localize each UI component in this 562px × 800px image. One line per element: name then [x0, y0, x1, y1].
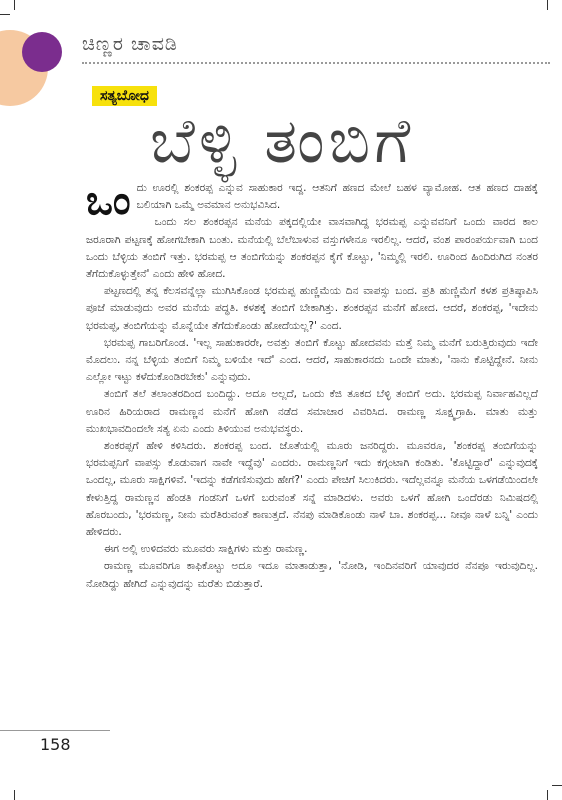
- story-title: ಬೆಳ್ಳಿ ತಂಬಿಗೆ: [150, 104, 415, 177]
- paragraph-text: ದು ಊರಲ್ಲಿ ಶಂಕರಪ್ಪ ಎನ್ನುವ ಸಾಹುಕಾರ ಇದ್ದ. ಆತನಿಗೆ ಹಣದ ಮೇಲೆ ಬಹಳ ವ್ಯಾಮೋಹ. ಆತ ಹಣದ ದಾಹಕ್ಕೆ ಬಲಿಯಾಗಿ ಒಮ್ಮೆ ಅವಮಾನ ಅನುಭವಿಸಿದ.: [136, 182, 538, 212]
- crop-mark: [547, 0, 548, 10]
- purple-circle: [22, 32, 62, 72]
- paragraph: ಭರಮಪ್ಪ ಗಾಬರಿಗೊಂಡ. 'ಇಲ್ಲ ಸಾಹುಕಾರರೇ, ಅವತ್ತು ತಂಬಿಗೆ ಕೊಟ್ಟು ಹೋದವನು ಮತ್ತೆ ನಿಮ್ಮ ಮನೆಗೆ ಬರುತ್ತಿರುವುದು ಇದೇ ಮೊದಲು. ನನ್ನ ಬೆಳ್ಳಿಯ ತಂಬಿಗೆ ನಿಮ್ಮ ಬಳಿಯೇ ಇದೆ' ಎಂದ. ಆದರೆ, ಸಾಹುಕಾರನದು ಒಂದೇ ಮಾತು, 'ನಾನು ಕೊಟ್ಟಿದ್ದೇನೆ. ನೀನು ಎಲ್ಲೋ ಇಟ್ಟು ಕಳೆದುಕೊಂಡಿರಬೇಕು' ಎನ್ನುವುದು.: [86, 336, 538, 384]
- crop-mark: [552, 785, 562, 786]
- dotted-divider: [82, 62, 550, 64]
- paragraph: [86, 178, 538, 224]
- paragraph: ರಾಮಣ್ಣ ಮೂವರಿಗೂ ಕಾಫಿಕೊಟ್ಟು ಅದೂ ಇದೂ ಮಾತಾಡುತ್ತಾ, 'ನೋಡಿ, ಇಂದಿನವರಿಗೆ ಯಾವುದರ ನೆನಪೂ ಇರುವುದಿಲ್ಲ. ನೋಡಿದ್ದು ಹೇಗಿದೆ ಎನ್ನುವುದನ್ನು ಮರೆತು ಬಿಡುತ್ತಾರೆ.: [86, 560, 538, 590]
- crop-mark: [547, 790, 548, 800]
- crop-mark: [14, 790, 15, 800]
- story-body: [86, 180, 538, 593]
- section-title: ಚಿಣ್ಣರ ಚಾವಡಿ: [82, 33, 178, 55]
- crop-mark: [14, 0, 15, 10]
- crop-mark: [0, 14, 10, 15]
- drop-cap: ಒಂ: [86, 178, 131, 224]
- paragraph: ಪಟ್ಟಣದಲ್ಲಿ ತನ್ನ ಕೆಲಸವನ್ನೆಲ್ಲಾ ಮುಗಿಸಿಕೊಂಡ ಭರಮಪ್ಪ ಹುಣ್ಣಿಮೆಯ ದಿನ ವಾಪಸ್ಸು ಬಂದ. ಪ್ರತಿ ಹುಣ್ಣಿಮೆಗೆ ಕಳಶ ಪ್ರತಿಷ್ಠಾಪಿಸಿ ಪೂಜೆ ಮಾಡುವುದು ಅವರ ಮನೆಯ ಪದ್ಧತಿ. ಕಳಶಕ್ಕೆ ತಂಬಿಗೆ ಬೇಕಾಗಿತ್ತು. ಶಂಕರಪ್ಪನ ಮನೆಗೆ ಹೋದ. ಆದರೆ, ಶಂಕರಪ್ಪ, 'ಇದೇನು ಭರಮಪ್ಪ, ತಂಬಿಗೆಯನ್ನು ಮೊನ್ನೆಯೇ ತೆಗೆದುಕೊಂಡು ಹೋದೆಯಲ್ಲ?' ಎಂದ.: [86, 285, 538, 332]
- page-number: 158: [40, 735, 71, 754]
- decorative-corner-circles: [0, 28, 80, 108]
- paragraph: ಈಗ ಅಲ್ಲಿ ಉಳಿದವರು ಮೂವರು ಸಾಕ್ಷಿಗಳು ಮತ್ತು ರಾಮಣ್ಣ.: [104, 543, 308, 556]
- footer-rule: [0, 730, 110, 731]
- paragraph: ಶಂಕರಪ್ಪಗೆ ಹೇಳಿ ಕಳಿಸಿದರು. ಶಂಕರಪ್ಪ ಬಂದ. ಜೊತೆಯಲ್ಲಿ ಮೂರು ಜನರಿದ್ದರು. ಮೂವರೂ, 'ಶಂಕರಪ್ಪ ತಂಬಿಗೆಯನ್ನು ಭರಮಪ್ಪನಿಗೆ ವಾಪಸ್ಸು ಕೊಡುವಾಗ ನಾವೇ ಇದ್ದೆವು' ಎಂದರು. ರಾಮಣ್ಣನಿಗೆ ಇದು ಕಗ್ಗಂಟಾಗಿ ಕಂಡಿತು. 'ಕೊಟ್ಟಿದ್ದಾರೆ' ಎನ್ನುವುದಕ್ಕೆ ಒಂದಲ್ಲ, ಮೂರು ಸಾಕ್ಷಿಗಳಿವೆ. 'ಇದನ್ನು ಕಡೆಗಣಿಸುವುದು ಹೇಗೆ?' ಎಂದು ಪೇಚಿಗೆ ಸಿಲುಕಿದರು. ಇದೆಲ್ಲವನ್ನೂ ಮನೆಯ ಒಳಗಡೆಯಿಂದಲೇ ಕೇಳುತ್ತಿದ್ದ ರಾಮಣ್ಣನ ಹೆಂಡತಿ ಗಂಡನಿಗೆ ಒಳಗೆ ಬರುವಂತೆ ಸನ್ನೆ ಮಾಡಿದಳು. ಅವರು ಒಳಗೆ ಹೋಗಿ ಒಂದೆರಡು ನಿಮಿಷದಲ್ಲಿ ಹೊರಬಂದು, 'ಭರಮಣ್ಣ, ನೀನು ಮರೆತಿರುವಂತೆ ಕಾಣುತ್ತದೆ. ನೆನಪು ಮಾಡಿಕೊಂಡು ನಾಳೆ ಬಾ. ಶಂಕರಪ್ಪ... ನೀವೂ ನಾಳೆ ಬನ್ನಿ' ಎಂದು ಹೇಳಿದರು.: [86, 440, 538, 539]
- story-tag: ಸತ್ಯಬೋಧ: [92, 86, 157, 106]
- paragraph: ಒಂದು ಸಲ ಶಂಕರಪ್ಪನ ಮನೆಯ ಪಕ್ಕದಲ್ಲಿಯೇ ವಾಸವಾಗಿದ್ದ ಭರಮಪ್ಪ ಎನ್ನುವವನಿಗೆ ಒಂದು ವಾರದ ಕಾಲ ಜರೂರಾಗಿ ಪಟ್ಟಣಕ್ಕೆ ಹೋಗಬೇಕಾಗಿ ಬಂತು. ಮನೆಯಲ್ಲಿ ಬೆಲೆಬಾಳುವ ವಸ್ತುಗಳೇನೂ ಇರಲಿಲ್ಲ. ಆದರೆ, ವಂಶ ಪಾರಂಪರ್ಯವಾಗಿ ಬಂದ ಒಂದು ಬೆಳ್ಳಿಯ ತಂಬಿಗೆ ಇತ್ತು. ಭರಮಪ್ಪ ಆ ತಂಬಿಗೆಯನ್ನು ಶಂಕರಪ್ಪನ ಕೈಗೆ ಕೊಟ್ಟು, 'ನಿಮ್ಮಲ್ಲಿ ಇರಲಿ. ಊರಿಂದ ಹಿಂದಿರುಗಿದ ನಂತರ ತೆಗೆದುಕೊಳ್ಳುತ್ತೇನೆ' ಎಂದು ಹೇಳಿ ಹೋದ.: [86, 216, 538, 281]
- paragraph: ತಂಬಿಗೆ ತಲೆ ತಲಾಂತರದಿಂದ ಬಂದಿದ್ದು. ಅದೂ ಅಲ್ಲದೆ, ಒಂದು ಕೆಜಿ ತೂಕದ ಬೆಳ್ಳಿ ತಂಬಿಗೆ ಅದು. ಭರಮಪ್ಪ ನಿರ್ವಾಹವಿಲ್ಲದೆ ಊರಿನ ಹಿರಿಯರಾದ ರಾಮಣ್ಣನ ಮನೆಗೆ ಹೋಗಿ ನಡೆದ ಸಮಾಚಾರ ವಿವರಿಸಿದ. ರಾಮಣ್ಣ ಸೂಕ್ಷ್ಮಗ್ರಾಹಿ. ಮಾತು ಮತ್ತು ಮುಖಭಾವದಿಂದಲೇ ಸತ್ಯ ಏನು ಎಂದು ತಿಳಿಯುವ ಅನುಭವಸ್ಥರು.: [86, 388, 538, 435]
